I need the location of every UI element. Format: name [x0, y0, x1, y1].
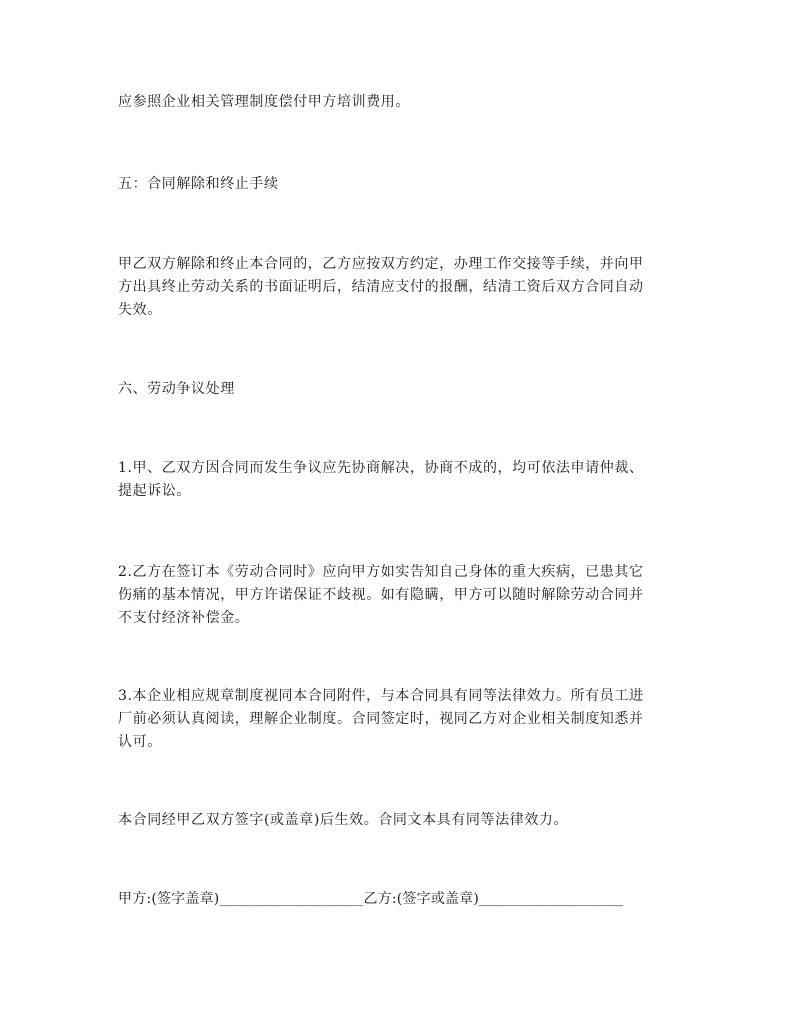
paragraph-line: 提起诉讼。 — [118, 483, 191, 499]
paragraph-line: 不支付经济补偿金。 — [118, 610, 250, 626]
paragraph-line: 厂前必须认真阅读，理解企业制度。合同签定时，视同乙方对企业相关制度知悉并 — [118, 711, 644, 727]
section-heading: 五：合同解除和终止手续 — [118, 176, 279, 192]
paragraph-line: 方出具终止劳动关系的书面证明后，结清应支付的报酬，结清工资后双方合同自动 — [118, 279, 644, 295]
paragraph-line: 失效。 — [118, 302, 162, 318]
paragraph-line: 3.本企业相应规章制度视同本合同附件，与本合同具有同等法律效力。所有员工进 — [118, 688, 644, 704]
section-heading: 六、劳动争议处理 — [118, 381, 235, 397]
paragraph-line: 1.甲、乙双方因合同而发生争议应先协商解决，协商不成的，均可依法申请仲裁、 — [118, 460, 644, 476]
signature-line: 甲方:(签字盖章)____________________乙方:(签字或盖章)____________________ — [118, 891, 624, 907]
paragraph-line: 应参照企业相关管理制度偿付甲方培训费用。 — [118, 94, 410, 110]
paragraph-line: 2.乙方在签订本《劳动合同时》应向甲方如实告知自己身体的重大疾病，已患其它 — [118, 564, 644, 580]
paragraph-line: 甲乙双方解除和终止本合同的，乙方应按双方约定，办理工作交接等手续，并向甲 — [118, 256, 644, 272]
paragraph-line: 伤痛的基本情况，甲方许诺保证不歧视。如有隐瞒，甲方可以随时解除劳动合同并 — [118, 587, 644, 603]
paragraph-line: 本合同经甲乙双方签字(或盖章)后生效。合同文本具有同等法律效力。 — [118, 812, 569, 828]
paragraph-line: 认可。 — [118, 734, 162, 750]
